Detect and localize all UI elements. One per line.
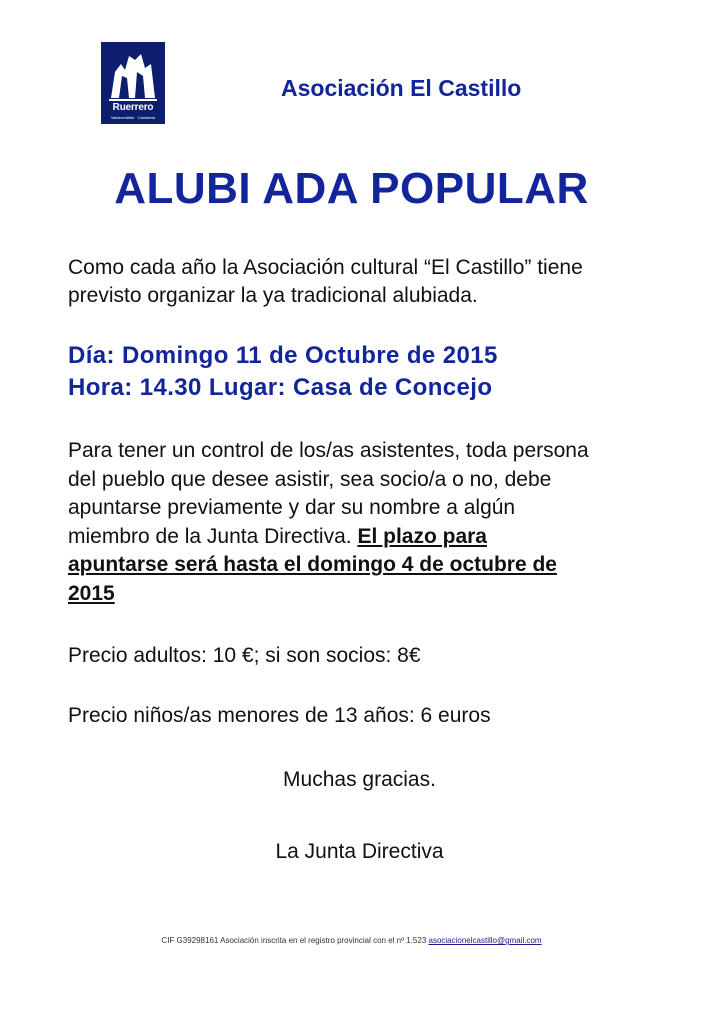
- castle-ruin-icon: [101, 42, 165, 104]
- page-title: ALUBI ADA POPULAR: [114, 164, 589, 213]
- price-children: Precio niños/as menores de 13 años: 6 euros: [68, 704, 491, 727]
- registration-notice: [68, 437, 668, 608]
- deadline-text: 2015: [68, 581, 115, 605]
- footer: [0, 936, 703, 945]
- email-link[interactable]: asociacionelcastillo@gmail.com: [428, 936, 542, 945]
- intro-line: previsto organizar la ya tradicional alubiada.: [68, 284, 478, 307]
- logo-subtitle: Valderredible · Cantabria: [110, 115, 156, 120]
- deadline-text: El plazo para: [357, 524, 487, 548]
- signature: La Junta Directiva: [275, 840, 444, 863]
- intro-paragraph: [68, 254, 668, 310]
- logo-name: Ruerrero: [112, 102, 154, 113]
- deadline-text: apuntarse será hasta el domingo 4 de octubre de: [68, 553, 557, 576]
- thanks-text: Muchas gracias.: [283, 768, 436, 791]
- association-name: Asociación El Castillo: [281, 75, 522, 101]
- footer-text: CIF G39298161 Asociación inscrita en el registro provincial con el nº 1.523: [161, 936, 429, 945]
- notice-line: miembro de la Junta Directiva.: [68, 524, 358, 548]
- event-date: Día: Domingo 11 de Octubre de 2015: [68, 342, 498, 369]
- event-time-place: Hora: 14.30 Lugar: Casa de Concejo: [68, 374, 493, 401]
- association-logo: [101, 42, 165, 124]
- notice-line: del pueblo que desee asistir, sea socio/a o no, debe: [68, 467, 552, 491]
- notice-line: apuntarse previamente y dar su nombre a algún: [68, 496, 516, 519]
- price-adults: Precio adultos: 10 €; si son socios: 8€: [68, 644, 421, 667]
- notice-line: Para tener un control de los/as asistentes, toda persona: [68, 439, 589, 462]
- intro-line: Como cada año la Asociación cultural “El Castillo” tiene: [68, 256, 583, 279]
- event-details: [68, 340, 498, 404]
